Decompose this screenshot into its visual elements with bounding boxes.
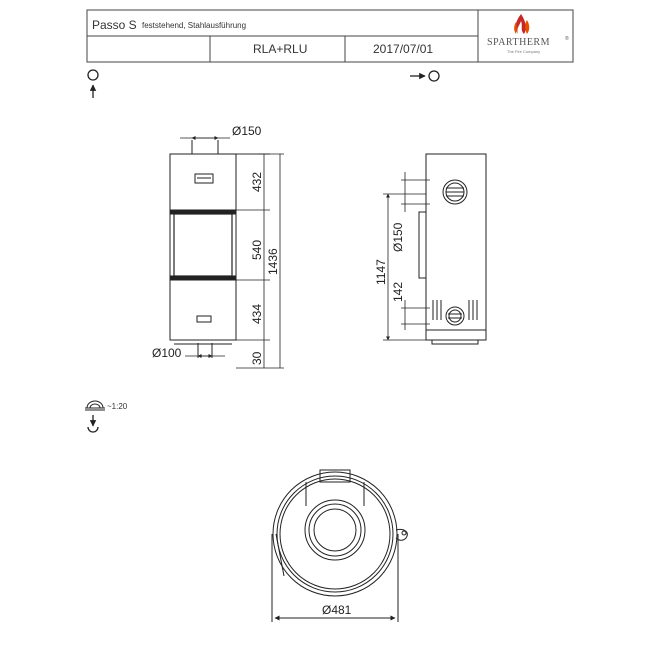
variant-label: RLA+RLU [253, 42, 308, 56]
side-height-dim: 1147 [374, 259, 388, 285]
flame-icon [516, 14, 526, 34]
front-total-dim: 1436 [266, 248, 280, 275]
model-description: feststehend, Stahlausführung [142, 21, 247, 30]
front-door-dim: 540 [250, 239, 264, 260]
brand-tagline: The Fire Company [507, 49, 541, 54]
date-label: 2017/07/01 [373, 42, 434, 56]
scale-symbol [85, 401, 105, 410]
side-flue-dim: Ø150 [391, 222, 405, 252]
model-name: Passo S [92, 18, 137, 32]
scale-label: ~1:20 [107, 402, 128, 411]
front-view-stove [170, 140, 236, 358]
title-block [87, 10, 573, 62]
brand-name: SPARTHERM [487, 37, 550, 48]
top-diameter-dim: Ø481 [322, 603, 352, 617]
side-view-dimensions [383, 172, 430, 340]
top-view-stove [272, 470, 407, 622]
side-view-symbol [410, 71, 439, 81]
side-view-stove [419, 154, 486, 344]
front-upper-dim: 432 [250, 171, 264, 192]
front-flue-top-dim: Ø150 [232, 124, 262, 138]
top-view-symbol [88, 415, 98, 432]
front-base-dim: 30 [250, 351, 264, 365]
brand-registered: ® [565, 36, 569, 42]
side-air-dim: 142 [391, 281, 405, 302]
brand-logo [487, 14, 569, 54]
front-lower-dim: 434 [250, 303, 264, 324]
front-flue-bottom-dim: Ø100 [152, 346, 182, 360]
front-view-symbol [88, 70, 98, 98]
